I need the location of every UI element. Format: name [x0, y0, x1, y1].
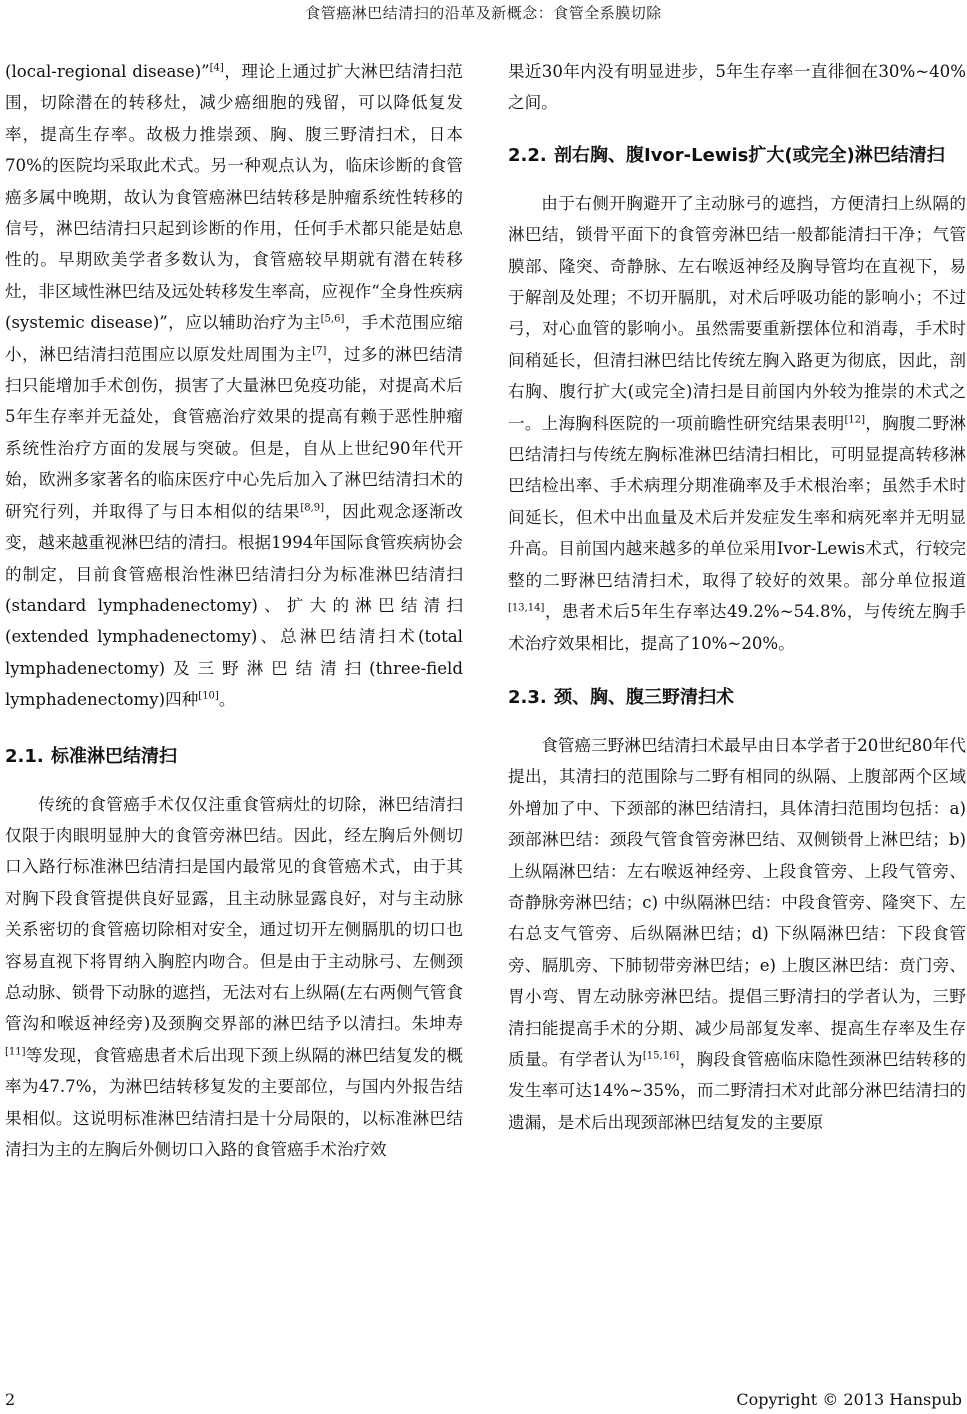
citation-ref: [12] — [844, 414, 866, 426]
text-run: 。 — [218, 690, 236, 710]
section-title: 剖右胸、腹Ivor-Lewis扩大(或完全)淋巴结清扫 — [554, 144, 945, 166]
citation-ref: [7] — [312, 345, 327, 357]
section-heading-2-1 — [5, 742, 463, 772]
citation-ref: [4] — [209, 62, 224, 74]
section-heading-2-3 — [508, 683, 966, 713]
text-run: 果近30年内没有明显进步，5年生存率一直徘徊在30%~40%之间。 — [508, 62, 966, 113]
citation-ref: [8,9] — [300, 502, 325, 514]
citation-ref: [11] — [5, 1046, 26, 1058]
copyright-notice: Copyright © 2013 Hanspub — [736, 1390, 962, 1409]
citation-ref: [13,14] — [508, 602, 545, 614]
text-run: 等发现，食管癌患者术后出现下颈上纵隔的淋巴结复发的概率为47.7%，为淋巴结转移复发的主要部位，与国内外报告结果相似。这说明标准淋巴结清扫是十分局限的，以标准淋巴结清扫为主的左胸后外侧切口入路的食管癌手术治疗效 — [5, 1045, 463, 1159]
section-number: 2.1. — [5, 745, 44, 767]
paragraph-intro-left — [5, 56, 463, 716]
paragraph-standard-lymphadenectomy — [5, 789, 463, 1166]
text-run: ，胸段食管癌临床隐性颈淋巴结转移的发生率可达14%~35%，而二野清扫术对此部分淋巴结清扫的遗漏，是术后出现颈部淋巴结复发的主要原 — [508, 1049, 967, 1132]
citation-ref: [5,6] — [320, 313, 345, 325]
section-title: 颈、胸、腹三野清扫术 — [554, 686, 734, 708]
right-column — [508, 56, 966, 1138]
text-run: 食管癌三野淋巴结清扫术最早由日本学者于20世纪80年代提出，其清扫的范围除与二野有相同的纵隔、上腹部两个区域外增加了中、下颈部的淋巴结清扫，具体清扫范围均包括：a) 颈部淋巴结：颈段气管食管旁淋巴结、双侧锁骨上淋巴结；b) 上纵隔淋巴结：左右喉返神经旁、上段食管旁、上段气管旁、奇静脉旁淋巴结；c) 中纵隔淋巴结：中段食管旁、隆突下、左右总支气管旁、后纵隔淋巴结；d) 下纵隔淋巴结：下段食管旁、膈肌旁、下肺韧带旁淋巴结；e) 上腹区淋巴结：贲门旁、胃小弯、胃左动脉旁淋巴结。提倡三野清扫的学者认为，三野清扫能提高手术的分期、减少局部复发率、提高生存率及生存质量。有学者认为 — [508, 735, 966, 1069]
paragraph-three-field — [508, 730, 966, 1138]
section-number: 2.2. — [508, 144, 547, 166]
left-column — [5, 56, 463, 1165]
text-run: 由于右侧开胸避开了主动脉弓的遮挡，方便清扫上纵隔的淋巴结，锁骨平面下的食管旁淋巴结一般都能清扫干净；气管膜部、隆突、奇静脉、左右喉返神经及胸导管均在直视下，易于解剖及处理；不切开膈肌，对术后呼吸功能的影响小；不过弓，对心血管的影响小。虽然需要重新摆体位和消毒，手术时间稍延长，但清扫淋巴结比传统左胸入路更为彻底，因此，剖右胸、腹行扩大(或完全)清扫是目前国内外较为推崇的术式之一。上海胸科医院的一项前瞻性研究结果表明 — [508, 193, 966, 433]
section-title: 标准淋巴结清扫 — [51, 745, 177, 767]
citation-ref: [10] — [198, 690, 219, 702]
text-run: (local-regional disease)” — [5, 62, 210, 81]
section-heading-2-2 — [508, 141, 966, 171]
text-run: ，过多的淋巴结清扫只能增加手术创伤，损害了大量淋巴免疫功能，对提高术后5年生存率并无益处，食管癌治疗效果的提高有赖于恶性肿瘤系统性治疗方面的发展与突破。但是，自从上世纪90年代开始，欧洲多家著名的临床医疗中心先后加入了淋巴结清扫术的研究行列，并取得了与日本相似的结果 — [5, 344, 463, 521]
section-number: 2.3. — [508, 686, 547, 708]
paragraph-ivor-lewis — [508, 188, 966, 659]
running-header: 食管癌淋巴结清扫的沿革及新概念：食管全系膜切除 — [305, 4, 662, 22]
text-run: ，因此观念逐渐改变，越来越重视淋巴结的清扫。根据1994年国际食管疾病协会的制定，目前食管癌根治性淋巴结清扫分为标准淋巴结清扫(standard lymphadenectomy)、扩大的淋巴结清扫(extended lymphadenectomy)、总淋巴结清扫术(total lymphadenectomy)及三野淋巴结清扫(three-field lymphadenectomy)四种 — [5, 501, 464, 710]
text-run: ，手术范围应缩小，淋巴结清扫范围应以原发灶周围为主 — [5, 313, 463, 364]
text-run: ，患者术后5年生存率达49.2%~54.8%，与传统左胸手术治疗效果相比，提高了10%~20%。 — [508, 602, 966, 653]
paragraph-intro-right — [508, 56, 966, 119]
citation-ref: [15,16] — [642, 1050, 680, 1062]
text-run: 传统的食管癌手术仅仅注重食管病灶的切除，淋巴结清扫仅限于肉眼明显肿大的食管旁淋巴结。因此，经左胸后外侧切口入路行标准淋巴结清扫是国内最常见的食管癌术式，由于其对胸下段食管提供良好显露，且主动脉显露良好，对与主动脉关系密切的食管癌切除相对安全，通过切开左侧膈肌的切口也容易直视下将胃纳入胸腔内吻合。但是由于主动脉弓、左侧颈总动脉、锁骨下动脉的遮挡，无法对右上纵隔(左右两侧气管食管沟和喉返神经旁)及颈胸交界部的淋巴结予以清扫。朱坤寿 — [5, 794, 463, 1034]
text-run: ，理论上通过扩大淋巴结清扫范围，切除潜在的转移灶，减少癌细胞的残留，可以降低复发率，提高生存率。故极力推崇颈、胸、腹三野清扫术，日本70%的医院均采取此术式。另一种观点认为，临床诊断的食管癌多属中晚期，故认为食管癌淋巴结转移是肿瘤系统性转移的信号，淋巴结清扫只起到诊断的作用，任何手术都只能是姑息性的。早期欧美学者多数认为，食管癌较早期就有潜在转移灶，非区域性淋巴结及远处转移发生率高，应视作“全身性疾病(systemic disease)”，应以辅助治疗为主 — [5, 62, 463, 333]
text-run: ，胸腹二野淋巴结清扫与传统左胸标准淋巴结清扫相比，可明显提高转移淋巴结检出率、手术病理分期准确率及手术根治率；虽然手术时间延长，但术中出血量及术后并发症发生率和病死率并无明显升高。目前国内越来越多的单位采用Ivor-Lewis术式，行较完整的二野淋巴结清扫术，取得了较好的效果。部分单位报道 — [508, 413, 967, 590]
page-number: 2 — [5, 1390, 16, 1409]
